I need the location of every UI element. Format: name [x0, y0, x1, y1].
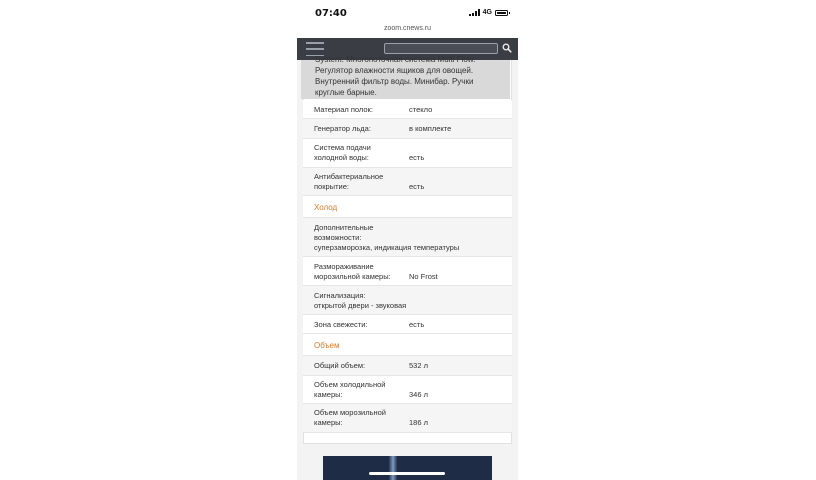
- spec-label: Общий объем:: [314, 361, 366, 370]
- spec-value: суперзаморозка, индикация температуры: [314, 243, 460, 252]
- url-text: zoom.cnews.ru: [383, 25, 432, 32]
- section-header-cold: [303, 196, 512, 218]
- description-box: [301, 55, 510, 99]
- status-time: 07:40: [315, 8, 347, 19]
- specs-table: [303, 100, 512, 433]
- spec-label-line: Система подачи: [314, 143, 371, 152]
- battery-icon: [495, 10, 508, 16]
- spec-row: [303, 100, 512, 119]
- spec-label: Генератор льда:: [314, 124, 371, 133]
- spec-value: 186 л: [409, 418, 428, 427]
- url-bar[interactable]: [297, 22, 518, 38]
- spec-label-line: Объем морозильной: [314, 408, 386, 417]
- spec-label-line: возможности:: [314, 233, 362, 242]
- spec-row: [303, 139, 512, 168]
- spec-label-line: Антибактериальное: [314, 172, 384, 181]
- signal-icon: [469, 9, 480, 16]
- spec-row: [303, 168, 512, 196]
- spec-label-line: Дополнительные: [314, 223, 374, 232]
- spec-label: Зона свежести:: [314, 320, 368, 329]
- spec-label-line: морозильной камеры:: [314, 272, 391, 281]
- spec-label-line: Объем холодильной: [314, 380, 386, 389]
- spec-value: есть: [409, 182, 425, 191]
- spec-row: [303, 315, 512, 334]
- spec-value: есть: [409, 153, 425, 162]
- spec-value: стекло: [409, 105, 433, 114]
- spec-row: [303, 257, 512, 286]
- search-icon[interactable]: [502, 43, 512, 53]
- spec-label-line: покрытие:: [314, 182, 349, 191]
- search-input[interactable]: [384, 43, 498, 54]
- spec-label-line: Размораживание: [314, 262, 374, 271]
- spec-row: [303, 404, 512, 433]
- spec-row: [303, 376, 512, 404]
- home-indicator[interactable]: [369, 472, 445, 475]
- spec-row: [303, 218, 512, 257]
- spec-value: 532 л: [409, 361, 428, 370]
- spec-label-line: камеры:: [314, 390, 343, 399]
- promo-image[interactable]: [323, 456, 492, 480]
- spec-value: в комплекте: [409, 124, 452, 133]
- spec-row: [303, 286, 512, 315]
- spec-label: Материал полок:: [314, 105, 373, 114]
- spec-label-line: холодной воды:: [314, 153, 369, 162]
- status-bar: [297, 0, 518, 22]
- description-text: System. Многопоточная система Multi Flow. Регулятор влажности ящиков для овощей. Внутренний фильтр воды. Минибар. Ручки круглые барные.: [315, 55, 476, 97]
- spec-value: открытой двери - звуковая: [314, 301, 407, 310]
- spec-row: [303, 119, 512, 139]
- spec-label-line: камеры:: [314, 418, 343, 427]
- light-streak: [389, 456, 397, 480]
- status-indicators: [469, 9, 508, 16]
- spec-value: 346 л: [409, 390, 428, 399]
- network-type: 4G: [482, 9, 492, 16]
- spec-label-line: Сигнализация:: [314, 291, 366, 300]
- section-title: Холод: [314, 203, 338, 212]
- spec-row: [303, 356, 512, 376]
- spec-value: No Frost: [409, 272, 438, 281]
- section-title: Объем: [314, 341, 340, 350]
- spec-value: есть: [409, 320, 425, 329]
- section-header-volume: [303, 334, 512, 356]
- phone-screen: [297, 0, 518, 480]
